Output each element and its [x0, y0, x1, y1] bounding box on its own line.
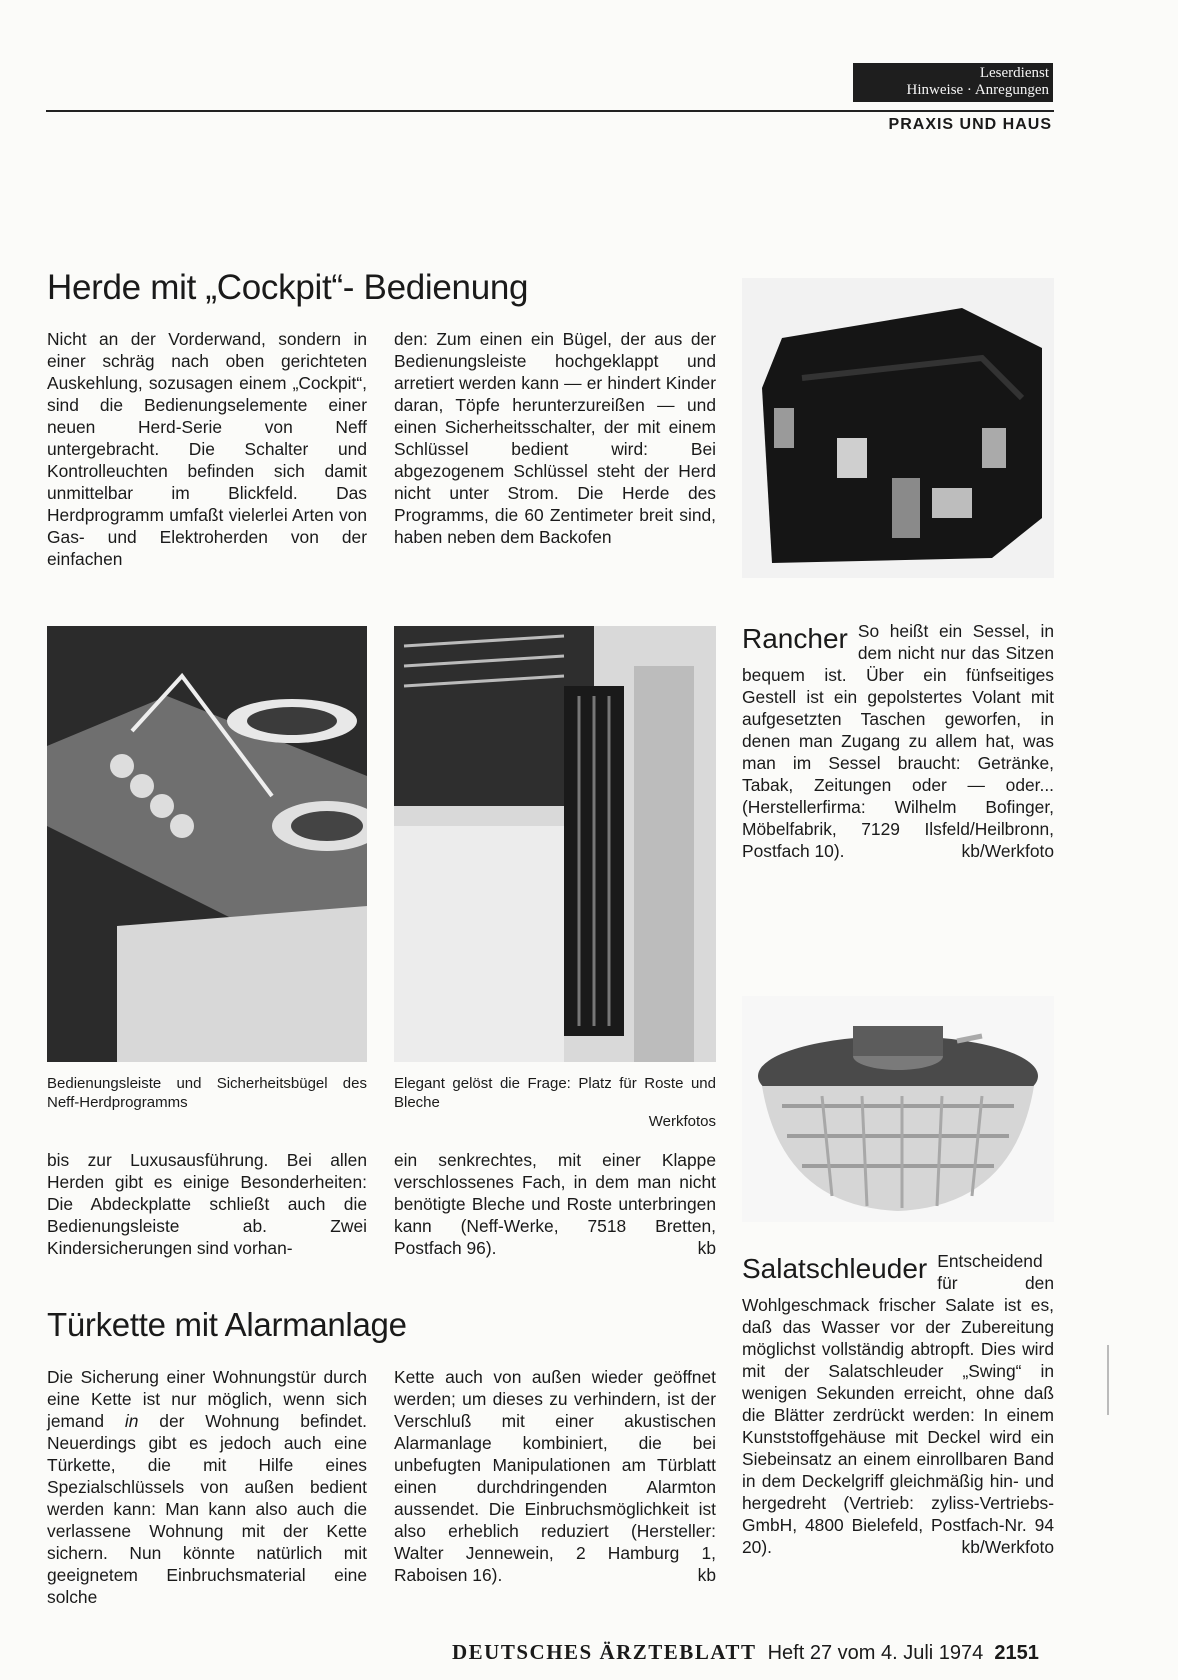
- section-title: PRAXIS UND HAUS: [888, 116, 1052, 133]
- issue-info: Heft 27 vom 4. Juli 1974: [767, 1642, 984, 1664]
- paragraph-text: Kette auch von außen wieder geöffnet werden; um dieses zu verhindern, ist der Verschluß mit einer akustischen Alarmanlage kombiniert, die bei unbefugten Manipulationen am Türblatt einen durchdringenden Alarmton aussendet. Die Einbruchsmöglichkeit ist also erheblich reduziert (Hersteller: Walter Jennewein, 2 Hamburg 1, Raboisen 16).: [394, 1367, 716, 1585]
- journal-masthead: DEUTSCHES ÄRZTEBLATT: [452, 1640, 757, 1664]
- herde-text-col1-top: [47, 328, 367, 570]
- rancher-title: Rancher: [742, 623, 848, 654]
- caption-credit: Werkfotos: [648, 1113, 716, 1130]
- author-credit: kb: [697, 1238, 716, 1258]
- header-rule: [46, 110, 1054, 112]
- paragraph: [394, 1149, 716, 1259]
- salatschleuder-text: [742, 1250, 1054, 1558]
- paragraph: den: Zum einen ein Bügel, der aus der Bedienungsleiste hochgeklappt und arretiert werden kann — er hindert Kinder daran, Töpfe herunterzureißen — und einen Sicherheitsschalter, der mit einem Schlüssel bedient wird: Bei abgezogenem Schlüssel steht der Herd nicht unter Strom. Die Herde des Programms, die 60 Zentimeter breit sind, haben neben dem Backofen: [394, 329, 716, 547]
- herd-control-panel-photo: [47, 626, 367, 1062]
- rancher-block: [742, 620, 1054, 862]
- article-title-herde: Herde mit „Cockpit“- Bedienung: [47, 268, 529, 307]
- author-credit: kb: [697, 1565, 716, 1585]
- salad-spinner-photo: [742, 996, 1054, 1222]
- page-number: 2151: [994, 1642, 1039, 1664]
- paragraph: [394, 1366, 716, 1586]
- rancher-body: So heißt ein Sessel, in dem nicht nur das Sitzen bequem ist. Über ein fünfseitiges Gestell ist ein gepolstertes Volant mit aufgesetzten Taschen geworfen, in denen man Zugang zu allem hat, was man im Sessel braucht: Getränke, Tabak, Zeitungen oder — oder... (Herstellerfirma: Wilhelm Bofinger, Möbelfabrik, 7129 Ilsfeld/Heilbronn, Postfach 10).: [742, 621, 1054, 861]
- badge-line-1: Leserdienst: [979, 65, 1049, 81]
- salatschleuder-credit: kb/Werkfoto: [961, 1537, 1054, 1557]
- paragraph: Nicht an der Vorderwand, sondern in einer schräg nach oben gerichteten Auskehlung, sozusagen einem „Cockpit“, sind die Bedienungselemente einer neuen Herd-Serie von Neff untergebracht. Die Schalter und Kontrolleuchten befinden sich damit unmittelbar im Blickfeld. Das Herdprogramm umfaßt vielerlei Arten von Gas- und Elektroherden von der einfachen: [47, 329, 367, 569]
- margin-mark: [1107, 1345, 1109, 1415]
- tuerkette-text-col1: [47, 1366, 367, 1608]
- herde-text-col2-bottom: [394, 1149, 716, 1259]
- paragraph: bis zur Luxusausführung. Bei allen Herden gibt es einige Besonderheiten: Die Abdeckplatte schließt auch die Bedienungsleiste ab. Zwei Kindersicherungen sind vorhan-: [47, 1150, 367, 1258]
- emphasis: in: [124, 1411, 139, 1431]
- caption-herd-photo1: Bedienungsleiste und Sicherheitsbügel des Neff-Herdprogramms: [47, 1075, 367, 1111]
- page-footer: [452, 1640, 1039, 1665]
- salatschleuder-title: Salatschleuder: [742, 1253, 928, 1284]
- tuerkette-text-col2: [394, 1366, 716, 1586]
- paragraph-text-a: Die Sicherung einer Wohnungstür durch eine Kette ist nur möglich, wenn sich jemand: [47, 1367, 367, 1431]
- paragraph: [47, 1366, 367, 1608]
- caption-herd-photo2: [394, 1074, 716, 1131]
- rancher-credit: kb/Werkfoto: [961, 841, 1054, 861]
- leserdienst-badge: [853, 63, 1053, 102]
- salatschleuder-block: [742, 1250, 1054, 1558]
- rancher-chair-photo: [742, 278, 1054, 578]
- rancher-text: [742, 620, 1054, 862]
- herde-text-col1-bottom: [47, 1149, 367, 1259]
- paragraph-text: ein senkrechtes, mit einer Klappe verschlossenes Fach, in dem man nicht benötigte Bleche und Roste unterbringen kann (Neff-Werke, 7518 Bretten, Postfach 96).: [394, 1150, 716, 1258]
- badge-line-2: Hinweise · Anregungen: [906, 82, 1049, 98]
- caption-text: Elegant gelöst die Frage: Platz für Roste und Bleche: [394, 1075, 716, 1111]
- salatschleuder-body: Entscheidend für den Wohlgeschmack frischer Salate ist es, daß das Wasser vor der Zubereitung möglichst vollständig abtropft. Dies wird mit der Salatschleuder „Swing“ in wenigen Sekunden erreicht, ohne daß die Blätter zerdrückt werden: In einem Kunststoffgehäuse mit Deckel wird ein Siebeinsatz an einem einrollbaren Band in dem Deckelgriff gleichmäßig hin- und hergedreht (Vertrieb: zyliss-Vertriebs-GmbH, 4800 Bielefeld, Postfach-Nr. 94 20).: [742, 1251, 1054, 1557]
- article-title-tuerkette: Türkette mit Alarmanlage: [47, 1306, 407, 1343]
- herd-storage-compartment-photo: [394, 626, 716, 1062]
- herde-text-col2-top: [394, 328, 716, 548]
- paragraph-text-b: der Wohnung befindet. Neuerdings gibt es jedoch auch eine Türkette, die mit Hilfe eines Spezialschlüssels von außen bedient werden kann: Man kann also auch die verlassene Wohnung mit der Kette sichern. Nun könnte natürlich mit geeignetem Einbruchsmaterial eine solche: [47, 1411, 368, 1607]
